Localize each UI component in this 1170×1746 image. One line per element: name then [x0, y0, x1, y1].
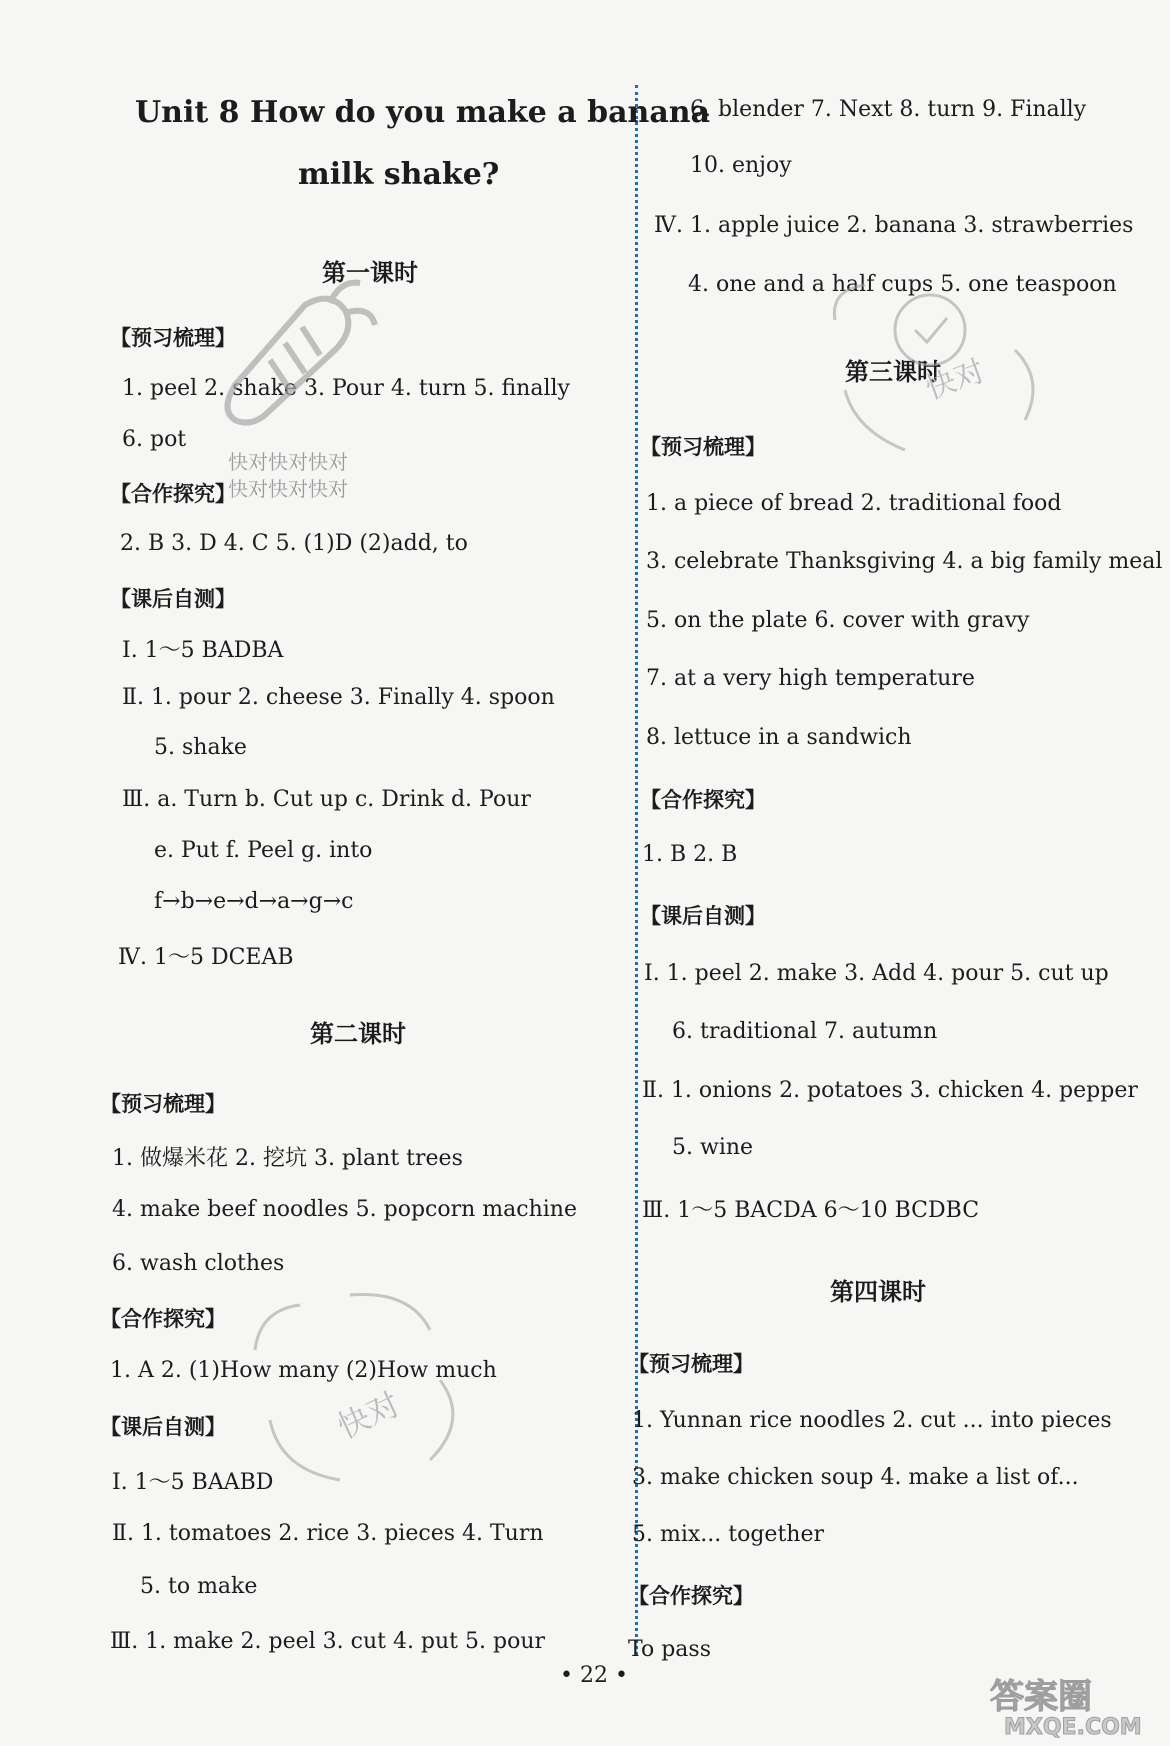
answer-line: 4. make beef noodles 5. popcorn machine: [112, 1197, 577, 1222]
answer-line: 5. shake: [154, 735, 247, 760]
site-logo: [982, 1670, 1162, 1740]
answer-line: Ⅱ. 1. tomatoes 2. rice 3. pieces 4. Turn: [112, 1521, 544, 1546]
stamp-watermark-icon: [815, 270, 1055, 470]
answer-line: 4. one and a half cups 5. one teaspoon: [688, 272, 1117, 297]
unit-title-line1: Unit 8 How do you make a banana: [135, 95, 711, 130]
answer-line: 5. to make: [140, 1574, 258, 1599]
answer-line: Ⅲ. a. Turn b. Cut up c. Drink d. Pour: [122, 787, 531, 812]
answer-line: 1. B 2. B: [642, 842, 738, 867]
section-coop: 【合作探究】: [640, 788, 766, 812]
answer-line: 5. mix... together: [632, 1522, 824, 1547]
answer-line: 1. A 2. (1)How many (2)How much: [110, 1358, 497, 1383]
answer-line: 3. make chicken soup 4. make a list of...: [632, 1465, 1079, 1490]
answer-line: 5. wine: [672, 1135, 754, 1160]
answer-line: 8. lettuce in a sandwich: [646, 725, 912, 750]
answer-line: 7. at a very high temperature: [646, 666, 975, 691]
section-preview: 【预习梳理】: [628, 1352, 754, 1376]
answer-line: Ⅱ. 1. onions 2. potatoes 3. chicken 4. pepper: [642, 1078, 1138, 1103]
section-coop: 【合作探究】: [110, 482, 236, 506]
logo-text: 答案圈: [990, 1677, 1092, 1717]
answer-line: To pass: [628, 1637, 711, 1662]
answer-line: 6. traditional 7. autumn: [672, 1019, 938, 1044]
answer-line: Ⅳ. 1. apple juice 2. banana 3. strawberries: [654, 213, 1134, 238]
page-number: • 22 •: [560, 1663, 628, 1688]
lesson-1-title: 第一课时: [322, 259, 418, 287]
stamp-text: 快对: [921, 353, 990, 407]
answer-line: Ⅲ. 1. make 2. peel 3. cut 4. put 5. pour: [110, 1629, 546, 1654]
section-coop: 【合作探究】: [100, 1307, 226, 1331]
stamp-text: 快对: [331, 1384, 406, 1447]
lesson-2-title: 第二课时: [310, 1020, 406, 1048]
answer-line: Ⅲ. 1～5 BACDA 6～10 BCDBC: [642, 1198, 980, 1223]
watermark-text: 快对快对快对: [228, 450, 348, 474]
answer-line: 1. 做爆米花 2. 挖坑 3. plant trees: [112, 1146, 463, 1171]
section-coop: 【合作探究】: [628, 1584, 754, 1608]
answer-line: Ⅰ. 1～5 BADBA: [122, 638, 284, 663]
answer-line: 6. blender 7. Next 8. turn 9. Finally: [690, 97, 1087, 122]
answer-line: 1. a piece of bread 2. traditional food: [646, 491, 1062, 516]
watermark-text: 快对快对快对: [228, 477, 348, 501]
section-preview: 【预习梳理】: [100, 1092, 226, 1116]
answer-line: Ⅳ. 1～5 DCEAB: [118, 945, 294, 970]
logo-url: MXQE.COM: [1004, 1715, 1142, 1740]
answer-line: 5. on the plate 6. cover with gravy: [646, 608, 1030, 633]
answer-line: Ⅱ. 1. pour 2. cheese 3. Finally 4. spoon: [122, 685, 555, 710]
answer-line: 10. enjoy: [690, 153, 792, 178]
answer-line: f→b→e→d→a→g→c: [154, 889, 354, 914]
answer-line: 6. wash clothes: [112, 1251, 285, 1276]
section-selftest: 【课后自测】: [100, 1415, 226, 1439]
section-selftest: 【课后自测】: [640, 904, 766, 928]
answer-line: Ⅰ. 1～5 BAABD: [112, 1470, 274, 1495]
answer-line: 3. celebrate Thanksgiving 4. a big family meal: [646, 549, 1163, 574]
section-selftest: 【课后自测】: [110, 587, 236, 611]
answer-line: e. Put f. Peel g. into: [154, 838, 373, 863]
unit-title-line2: milk shake?: [298, 157, 500, 192]
lesson-4-title: 第四课时: [830, 1278, 926, 1306]
answer-line: 2. B 3. D 4. C 5. (1)D (2)add, to: [120, 531, 468, 556]
answer-line: Ⅰ. 1. peel 2. make 3. Add 4. pour 5. cut up: [644, 961, 1109, 986]
carrot-watermark-icon: [210, 265, 380, 435]
answer-line: 6. pot: [122, 427, 187, 452]
section-preview: 【预习梳理】: [110, 326, 236, 350]
answer-line: 1. Yunnan rice noodles 2. cut ... into pieces: [632, 1408, 1112, 1433]
answer-line: 1. peel 2. shake 3. Pour 4. turn 5. finally: [122, 376, 570, 401]
section-preview: 【预习梳理】: [640, 435, 766, 459]
lesson-3-title: 第三课时: [845, 358, 941, 386]
stamp-watermark-icon: [240, 1290, 480, 1490]
